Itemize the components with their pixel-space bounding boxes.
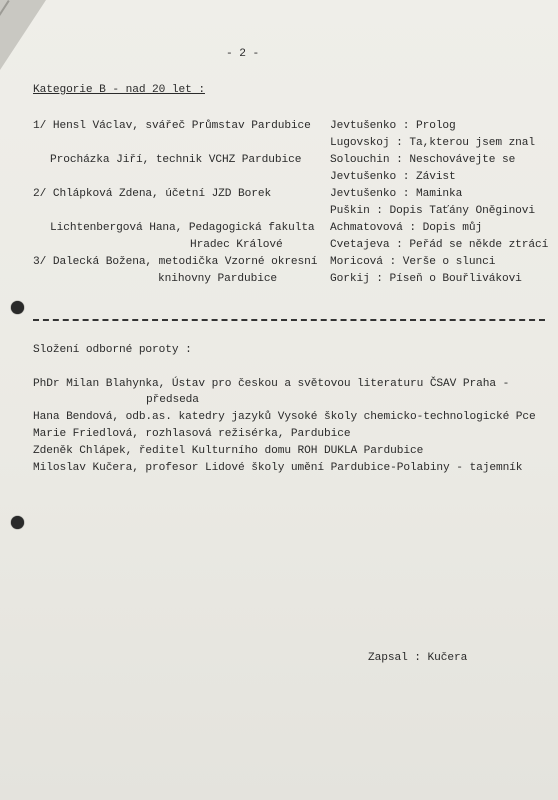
poem-line-6: Puškin : Dopis Taťány Oněginovi <box>330 205 536 217</box>
signature: Zapsal : Kučera <box>368 652 468 664</box>
poem-line-3: Solouchin : Neschovávejte se <box>330 154 516 166</box>
punch-hole-top <box>11 301 24 314</box>
contestant-line-6: 3/ Dalecká Božena, metodička Vzorné okresní <box>33 256 318 268</box>
poem-line-9: Moricová : Verše o slunci <box>330 256 496 268</box>
poem-line-5: Jevtušenko : Maminka <box>330 188 463 200</box>
contestant-line-2: Procházka Jiří, technik VCHZ Pardubice <box>50 154 302 166</box>
poem-line-8: Cvetajeva : Peřád se někde ztrácí <box>330 239 549 251</box>
jury-member-4: Zdeněk Chlápek, ředitel Kulturního domu ROH DUKLA Pardubice <box>33 445 424 457</box>
jury-member-1-role: předseda <box>146 394 199 406</box>
contestant-line-1: 1/ Hensl Václav, svářeč Průmstav Pardubice <box>33 120 311 132</box>
dashed-separator <box>33 319 545 321</box>
poem-line-10: Gorkij : Píseň o Bouřlivákovi <box>330 273 522 285</box>
contestant-line-5: Hradec Králové <box>190 239 283 251</box>
jury-member-5: Miloslav Kučera, profesor Lidové školy umění Pardubice-Polabiny - tajemník <box>33 462 523 474</box>
poem-line-4: Jevtušenko : Závist <box>330 171 456 183</box>
jury-heading: Složení odborné poroty : <box>33 344 192 356</box>
page-number: - 2 - <box>226 48 260 60</box>
folded-corner <box>0 0 46 70</box>
poem-line-2: Lugovskoj : Ta,kterou jsem znal <box>330 137 536 149</box>
jury-member-3: Marie Friedlová, rozhlasová režisérka, Pardubice <box>33 428 351 440</box>
jury-member-1: PhDr Milan Blahynka, Ústav pro českou a světovou literaturu ČSAV Praha - <box>33 378 510 390</box>
category-heading: Kategorie B - nad 20 let : <box>33 84 205 96</box>
contestant-line-3: 2/ Chlápková Zdena, účetní JZD Borek <box>33 188 272 200</box>
jury-member-2: Hana Bendová, odb.as. katedry jazyků Vysoké školy chemicko-technologické Pce <box>33 411 536 423</box>
poem-line-1: Jevtušenko : Prolog <box>330 120 456 132</box>
poem-line-7: Achmatovová : Dopis můj <box>330 222 483 234</box>
contestant-line-4: Lichtenbergová Hana, Pedagogická fakulta <box>50 222 315 234</box>
contestant-line-7: knihovny Pardubice <box>158 273 278 285</box>
punch-hole-bottom <box>11 516 24 529</box>
